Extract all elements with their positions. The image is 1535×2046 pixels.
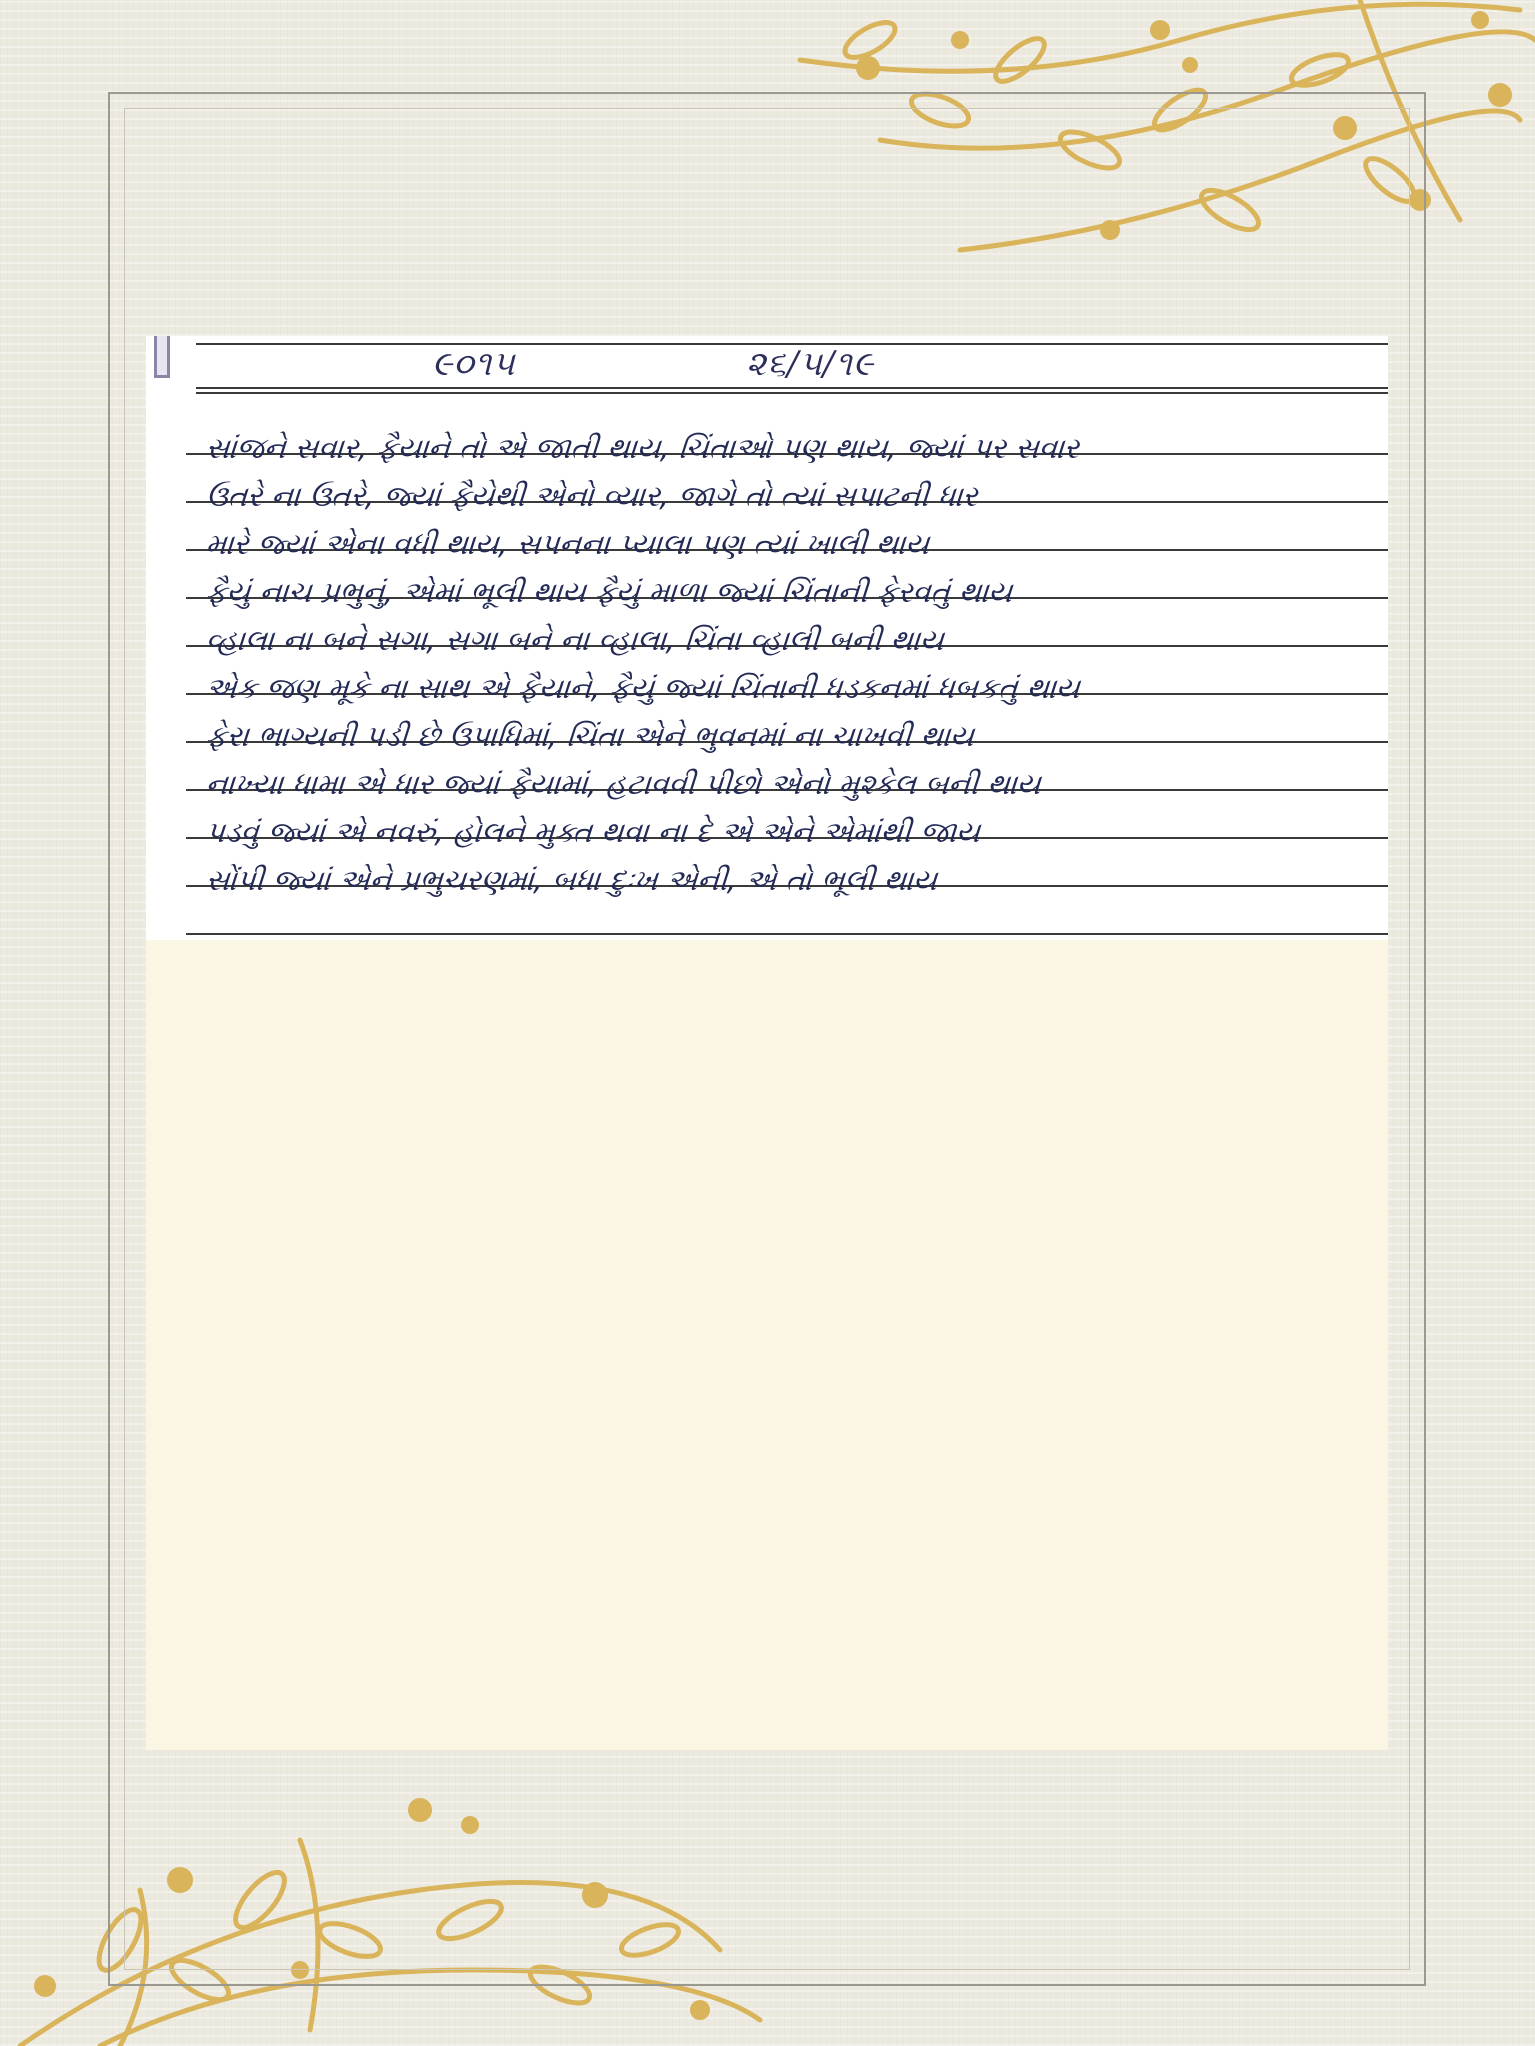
note-line: પડવું જ્યાં એ નવરું, હોલને મુક્ત થવા ના દે એ એને એમાંથી જાય <box>204 815 982 849</box>
note-line: મારે જ્યાં એના વધી થાય, સપનના પ્યાલા પણ ત્યાં ખાલી થાય <box>204 527 931 561</box>
note-line: ઉતરે ના ઉતરે, જ્યાં ફૈયેથી એનો વ્યાર, જાગે તો ત્યાં સપાટની ધાર <box>204 479 979 513</box>
note-body <box>206 424 1326 904</box>
note-line: સાંજને સવાર, ફૈયાને તો એ જાતી થાય, ચિંતાઓ પણ થાય, જ્યાં પર સવાર <box>204 431 1081 465</box>
note-line: એક જણ મૂકે ના સાથ એ ફૈયાને, ફૈયું જ્યાં ચિંતાની ધડકનમાં ધબકતું થાય <box>204 671 1082 705</box>
note-line: ફૈયું નાચ પ્રભુનું, એમાં ભૂલી થાય ફૈયું માળા જ્યાં ચિંતાની ફેરવતું થાય <box>204 575 1014 609</box>
handwritten-note-sheet <box>146 336 1388 940</box>
note-line: સોંપી જ્યાં એને પ્રભુચરણમાં, બધા દુઃખ એની, એ તો ભૂલી થાય <box>204 863 939 897</box>
note-date: ૨૬/૫/૧૯ <box>746 344 875 384</box>
note-line: ફેરા ભાગ્યની પડી છે ઉપાધિમાં, ચિંતા એને ભુવનમાં ના ચાખવી થાય <box>204 719 976 753</box>
note-line: વ્હાલા ના બને સગા, સગા બને ના વ્હાલા, ચિંતા વ્હાલી બની થાય <box>204 623 946 657</box>
note-line: નાખ્યા ધામા એ ધાર જ્યાં ફૈયામાં, હટાવવી પીછો એનો મુશ્કેલ બની થાય <box>204 767 1042 801</box>
margin-tab-mark <box>154 336 170 378</box>
note-number: ૯૦૧૫ <box>432 344 516 384</box>
